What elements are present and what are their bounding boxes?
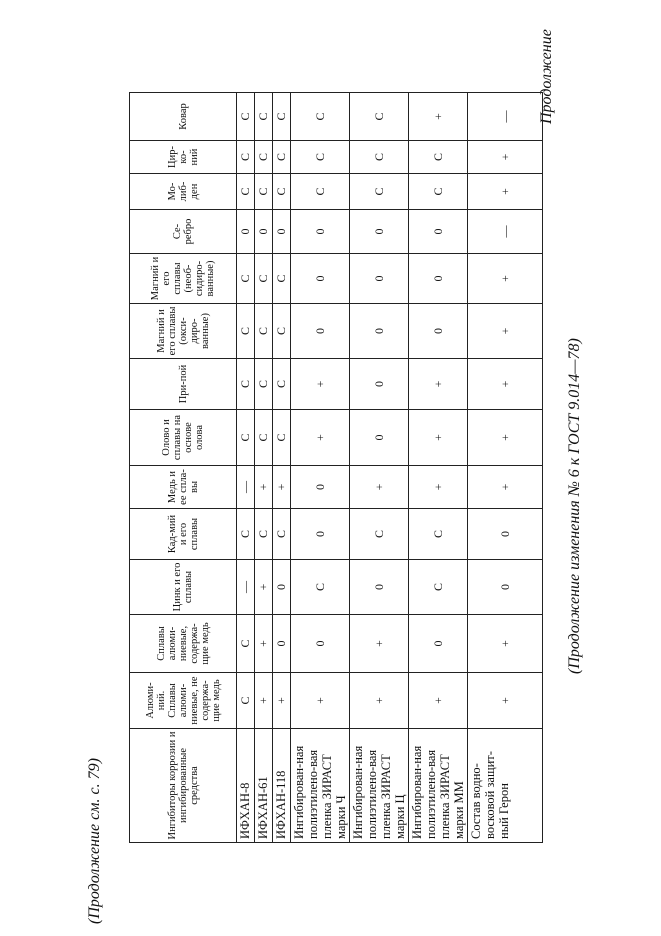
table-cell: 0 <box>291 466 350 509</box>
table-cell: С <box>255 141 273 174</box>
table-cell: С <box>409 141 468 174</box>
table-cell: + <box>255 466 273 509</box>
row-name: Ингибирован-ная полиэтилено-вая пленка ЗИРАСТ марки ММ <box>409 729 468 843</box>
table-cell: С <box>273 359 291 410</box>
table-cell: С <box>409 560 468 615</box>
table-row <box>273 93 291 843</box>
column-header: Мо-либ-ден <box>130 174 237 210</box>
column-header: Цинк и его сплавы <box>130 560 237 615</box>
table-cell: 0 <box>350 210 409 254</box>
table-cell: + <box>468 174 543 210</box>
table-cell: 0 <box>468 509 543 560</box>
table-cell: 0 <box>350 304 409 359</box>
table-cell: + <box>350 673 409 729</box>
table-cell: 0 <box>273 615 291 673</box>
column-header: Ковар <box>130 93 237 141</box>
table-cell: 0 <box>409 254 468 304</box>
table-cell: 0 <box>291 615 350 673</box>
table-row <box>468 93 543 843</box>
table-cell: С <box>255 93 273 141</box>
table-header-row <box>130 93 237 843</box>
table-cell: С <box>237 410 255 466</box>
table-cell: С <box>237 254 255 304</box>
table-cell: С <box>409 174 468 210</box>
table-cell: С <box>291 174 350 210</box>
table-cell: С <box>350 141 409 174</box>
table-cell: С <box>255 254 273 304</box>
table-cell: 0 <box>291 304 350 359</box>
table-cell: С <box>350 509 409 560</box>
table-cell: С <box>255 174 273 210</box>
table-cell: С <box>350 174 409 210</box>
table-cell: — <box>237 466 255 509</box>
table-cell: 0 <box>255 210 273 254</box>
table-cell: 0 <box>409 615 468 673</box>
table-row <box>255 93 273 843</box>
table-cell: С <box>237 509 255 560</box>
table-cell: + <box>350 466 409 509</box>
table-cell: + <box>409 359 468 410</box>
compatibility-table <box>129 92 543 843</box>
table-cell: — <box>468 93 543 141</box>
table-cell: С <box>291 93 350 141</box>
continuation-label: Продолжение <box>538 29 555 124</box>
row-name: ИФХАН-8 <box>237 729 255 843</box>
table-cell: + <box>468 141 543 174</box>
column-header: Цир-ко-ний <box>130 141 237 174</box>
table-cell: С <box>273 254 291 304</box>
table-cell: — <box>468 210 543 254</box>
column-header: Олово и сплавы на основе олова <box>130 410 237 466</box>
table-cell: + <box>468 673 543 729</box>
table-cell: + <box>291 410 350 466</box>
table-cell: С <box>255 410 273 466</box>
table-cell: + <box>255 673 273 729</box>
table-cell: + <box>468 359 543 410</box>
table-cell: С <box>273 93 291 141</box>
table-cell: + <box>273 673 291 729</box>
table-cell: С <box>237 359 255 410</box>
table-cell: + <box>409 466 468 509</box>
column-header: Медь и ее спла-вы <box>130 466 237 509</box>
table-cell: С <box>291 141 350 174</box>
table-cell: 0 <box>291 254 350 304</box>
table-cell: + <box>409 410 468 466</box>
row-name: Ингибирован-ная полиэтилено-вая пленка ЗИРАСТ марки Ц <box>350 729 409 843</box>
table-cell: С <box>237 615 255 673</box>
table-cell: С <box>255 304 273 359</box>
column-header: Алюми-ний. Сплавы алюми-ниевые, не содержа-щие медь <box>130 673 237 729</box>
table-cell: 0 <box>350 359 409 410</box>
table-cell: С <box>255 359 273 410</box>
table-cell: 0 <box>291 509 350 560</box>
column-header: Магний и его сплавы (окси-диро-ванные) <box>130 304 237 359</box>
table-cell: С <box>273 304 291 359</box>
next-page-note: (Продолжение см. с. 79) <box>86 758 103 924</box>
table-cell: + <box>468 304 543 359</box>
table-cell: 0 <box>409 210 468 254</box>
table-cell: + <box>291 359 350 410</box>
column-header: Сплавы алюми-ниевые, содержа-щие медь <box>130 615 237 673</box>
table-cell: + <box>409 93 468 141</box>
table-cell: + <box>255 560 273 615</box>
column-header: Ингибиторы коррозии и ингибированные средства <box>130 729 237 843</box>
table-cell: 0 <box>237 210 255 254</box>
table-row <box>237 93 255 843</box>
table-cell: 0 <box>273 560 291 615</box>
table-cell: + <box>409 673 468 729</box>
table-row <box>409 93 468 843</box>
column-header: Магний и его сплавы (необ-сидиро-ванные) <box>130 254 237 304</box>
column-header: Кад-мий и его сплавы <box>130 509 237 560</box>
table-cell: С <box>237 673 255 729</box>
table-cell: + <box>350 615 409 673</box>
row-name: Ингибирован-ная полиэтилено-вая пленка ЗИРАСТ марки Ч <box>291 729 350 843</box>
table-cell: С <box>237 174 255 210</box>
table-row <box>350 93 409 843</box>
table-cell: С <box>237 93 255 141</box>
table-cell: С <box>409 509 468 560</box>
table-cell: С <box>237 304 255 359</box>
table-cell: + <box>273 466 291 509</box>
column-header: При-пой <box>130 359 237 410</box>
table-row <box>291 93 350 843</box>
table-cell: + <box>291 673 350 729</box>
table-cell: С <box>350 93 409 141</box>
table-cell: + <box>468 615 543 673</box>
table-cell: + <box>468 410 543 466</box>
table-cell: С <box>291 560 350 615</box>
table-cell: 0 <box>409 304 468 359</box>
table-cell: + <box>255 615 273 673</box>
table-cell: + <box>468 466 543 509</box>
table-cell: С <box>273 410 291 466</box>
row-name: ИФХАН-61 <box>255 729 273 843</box>
table-cell: 0 <box>291 210 350 254</box>
table-cell: С <box>273 509 291 560</box>
table-cell: 0 <box>350 254 409 304</box>
table-cell: 0 <box>350 560 409 615</box>
table-cell: 0 <box>350 410 409 466</box>
table-cell: С <box>273 174 291 210</box>
table-cell: + <box>468 254 543 304</box>
column-header: Се-ребро <box>130 210 237 254</box>
row-name: Состав водно-восковой защит-ный Герон <box>468 729 543 843</box>
row-name: ИФХАН-118 <box>273 729 291 843</box>
table-cell: С <box>273 141 291 174</box>
table-cell: С <box>255 509 273 560</box>
table-cell: 0 <box>468 560 543 615</box>
table-cell: С <box>237 141 255 174</box>
table-cell: 0 <box>273 210 291 254</box>
page-title: (Продолжение изменения № 6 к ГОСТ 9.014—78) <box>566 338 583 674</box>
table-cell: — <box>237 560 255 615</box>
